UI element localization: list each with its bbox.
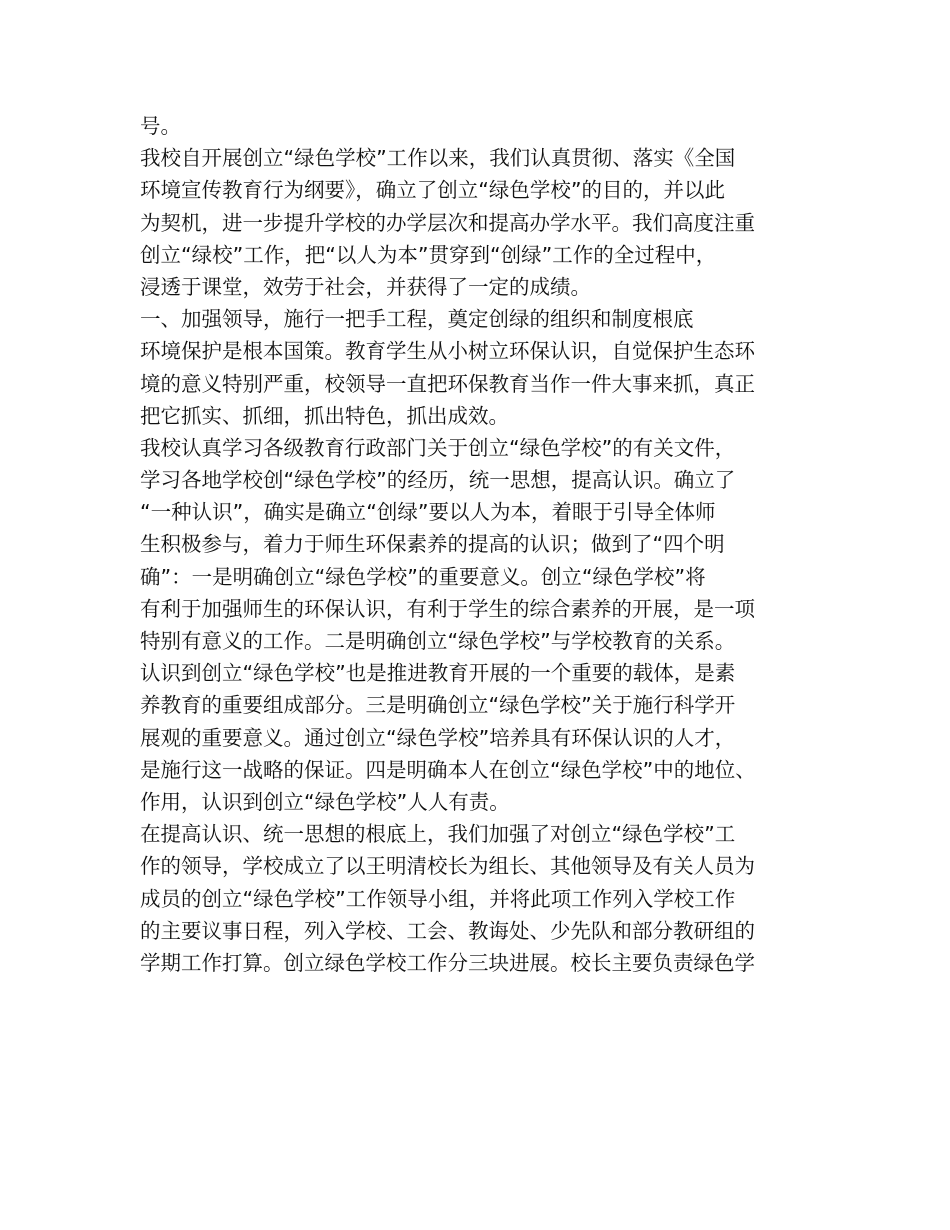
text-line: 生积极参与，着力于师生环保素养的提高的认识；做到了“四个明 [140, 532, 725, 557]
text-line: 作的领导，学校成立了以王明清校长为组长、其他领导及有关人员为 [140, 854, 755, 879]
text-line: 确”：一是明确创立“绿色学校”的重要意义。创立“绿色学校”将 [140, 564, 706, 589]
text-line: 学期工作打算。创立绿色学校工作分三块进展。校长主要负责绿色学 [140, 950, 755, 975]
text-line: 是施行这一战略的保证。四是明确本人在创立“绿色学校”中的地位、 [140, 757, 756, 782]
text-line: 创立“绿校”工作，把“以人为本”贯穿到“创绿”工作的全过程中， [140, 242, 717, 267]
text-line: 作用，认识到创立“绿色学校”人人有责。 [140, 789, 510, 814]
text-line: 我校认真学习各级教育行政部门关于创立“绿色学校”的有关文件， [140, 435, 736, 460]
text-line: 认识到创立“绿色学校”也是推进教育开展的一个重要的载体，是素 [140, 661, 736, 686]
text-line: 我校自开展创立“绿色学校”工作以来，我们认真贯彻、落实《全国 [140, 146, 736, 171]
text-line: 为契机，进一步提升学校的办学层次和提高办学水平。我们高度注重 [140, 210, 755, 235]
text-line: 环境宣传教育行为纲要》，确立了创立“绿色学校”的目的，并以此 [140, 178, 725, 203]
text-line: “一种认识”，确实是确立“创绿”要以人为本，着眼于引导全体师 [140, 500, 716, 525]
text-line: 号。 [140, 114, 181, 138]
text-line: 学习各地学校创“绿色学校”的经历，统一思想，提高认识。确立了 [140, 468, 736, 493]
text-line: 展观的重要意义。通过创立“绿色学校”培养具有环保认识的人才， [140, 725, 736, 750]
text-line: 境的意义特别严重，校领导一直把环保教育当作一件大事来抓，真正 [140, 371, 755, 396]
text-line: 把它抓实、抓细，抓出特色，抓出成效。 [140, 403, 509, 428]
text-line: 有利于加强师生的环保认识，有利于学生的综合素养的开展，是一项 [140, 596, 755, 621]
text-line: 成员的创立“绿色学校”工作领导小组，并将此项工作列入学校工作 [140, 886, 736, 911]
section-heading: 一、加强领导，施行一把手工程，奠定创绿的组织和制度根底 [140, 307, 694, 332]
text-line: 在提高认识、统一思想的根底上，我们加强了对创立“绿色学校”工 [140, 822, 736, 847]
text-line: 养教育的重要组成部分。三是明确创立“绿色学校”关于施行科学开 [140, 693, 736, 718]
text-line: 特别有意义的工作。二是明确创立“绿色学校”与学校教育的关系。 [140, 629, 736, 653]
text-line: 环境保护是根本国策。教育学生从小树立环保认识，自觉保护生态环 [140, 339, 755, 364]
document-page [140, 110, 830, 979]
text-line: 浸透于课堂，效劳于社会，并获得了一定的成绩。 [140, 274, 591, 299]
text-line: 的主要议事日程，列入学校、工会、教诲处、少先队和部分教研组的 [140, 918, 755, 943]
